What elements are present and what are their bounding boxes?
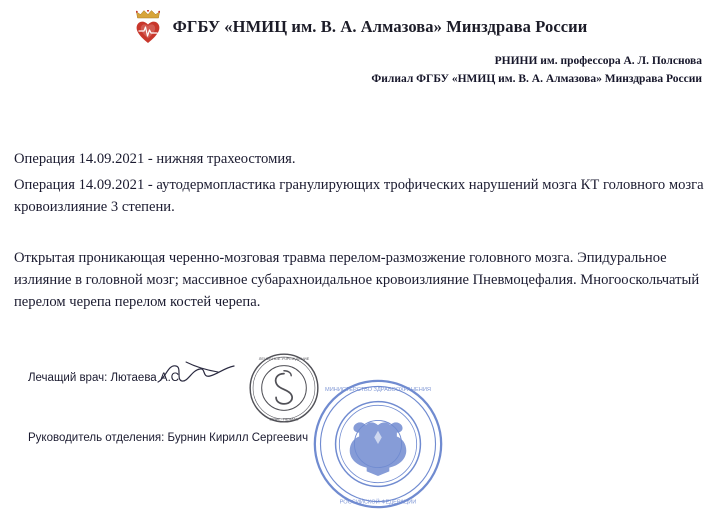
letterhead-subline-1: РНИНИ им. профессора А. Л. Полснова — [494, 55, 702, 67]
svg-text:МИНИСТЕРСТВО ЗДРАВООХРАНЕНИЯ: МИНИСТЕРСТВО ЗДРАВООХРАНЕНИЯ — [325, 387, 431, 394]
letterhead — [0, 10, 720, 89]
round-official-blue-stamp-icon — [312, 378, 444, 510]
svg-text:ВРАЧ · ПЕЧАТЬ: ВРАЧ · ПЕЧАТЬ — [269, 416, 299, 422]
attending-physician-line: Лечащий врач: Лютаева А.С. — [28, 372, 183, 384]
letterhead-main-row — [0, 10, 720, 44]
letterhead-subline-2: Филиал ФГБУ «НМИЦ им. В. А. Алмазова» Минздрава России — [371, 72, 702, 85]
organization-name: ФГБУ «НМИЦ им. В. А. Алмазова» Минздрава России — [172, 17, 588, 36]
letterhead-subline-block — [0, 53, 720, 89]
svg-text:РОССИЙСКОЙ ФЕДЕРАЦИИ: РОССИЙСКОЙ ФЕДЕРАЦИИ — [339, 499, 417, 506]
round-doctor-stamp-icon — [248, 352, 320, 424]
body-paragraph-3: Открытая проникающая черенно-мозговая травма перелом-размозжение головного мозга. Эпидуральное излияние в головной мозг; массивное субарахноидальное кровоизлияние Пневмоцефалия. Многооскольчатый перелом черепа перелом костей черепа. — [14, 249, 700, 310]
body-paragraph-1: Операция 14.09.2021 - нижняя трахеостомия. — [14, 151, 296, 167]
document-body — [14, 148, 704, 331]
department-head-line: Руководитель отделения: Бурнин Кирилл Сергеевич — [28, 432, 309, 444]
heart-crown-logo-icon — [133, 10, 163, 44]
svg-text:ЛЕЧЕБНОЕ УЧРЕЖДЕНИЕ: ЛЕЧЕБНОЕ УЧРЕЖДЕНИЕ — [258, 355, 310, 361]
body-paragraph-2: Операция 14.09.2021 - аутодермопластика гранулирующих трофических нарушений мозга КТ головного мозга кровоизлияние 3 степени. — [14, 177, 704, 216]
